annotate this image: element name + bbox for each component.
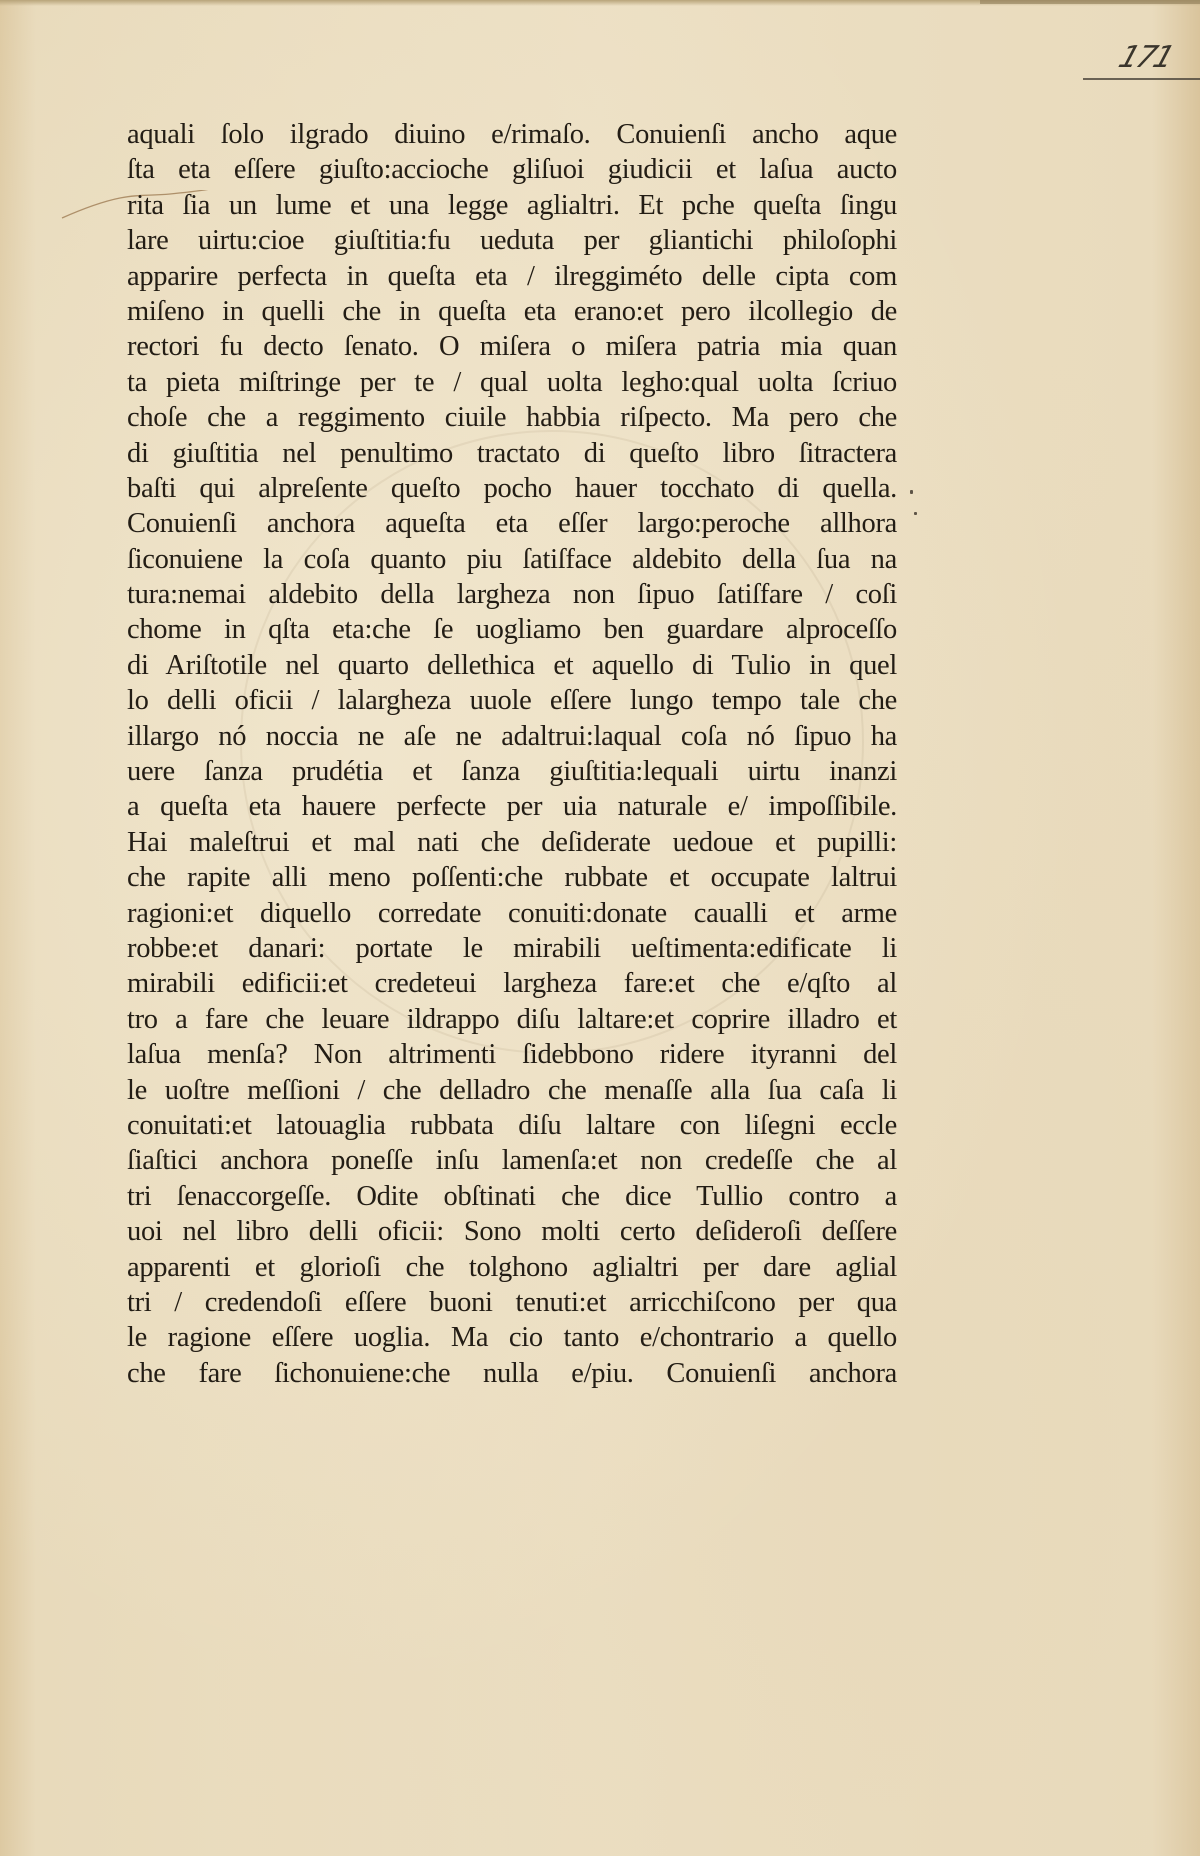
text-line: tri ſenaccorgeſſe. Odite obſtinati che dice Tullio contro a (127, 1180, 897, 1212)
text-line: lo delli oficii / lalargheza uuole eſſere lungo tempo tale che (127, 685, 897, 717)
text-line: ſta eta eſſere giuſto:accioche gliſuoi giudicii et laſua aucto (127, 154, 897, 186)
text-line: ta pieta miſtringe per te / qual uolta legho:qual uolta ſcriuo (127, 366, 897, 398)
text-line: rectori fu decto ſenato. O miſera o miſera patria mia quan (127, 331, 897, 363)
text-line: chome in qſta eta:che ſe uogliamo ben guardare alproceſſo (127, 614, 897, 646)
text-line: ſiaſtici anchora poneſſe inſu lamenſa:et non credeſſe che al (127, 1145, 897, 1177)
text-line: di giuſtitia nel penultimo tractato di queſto libro ſitractera (127, 437, 897, 469)
text-column (127, 117, 917, 1391)
text-line: rita ſia un lume et una legge aglialtri. Et pche queſta ſingu (127, 189, 897, 221)
text-line: ragioni:et diquello corredate conuiti:donate caualli et arme (127, 897, 897, 929)
text-line: tri / credendoſi eſſere buoni tenuti:et arricchiſcono per qua (127, 1286, 897, 1318)
text-line: Hai maleſtrui et mal nati che deſiderate uedoue et pupilli: (127, 826, 897, 858)
text-line: miſeno in quelli che in queſta eta erano:et pero ilcollegio de (127, 295, 897, 327)
text-line: illargo nó noccia ne aſe ne adaltrui:laqual coſa nó ſipuo ha (127, 720, 897, 752)
text-line: conuitati:et latouaglia rubbata diſu laltare con liſegni eccle (127, 1109, 897, 1141)
text-line: che rapite alli meno poſſenti:che rubbate et occupate laltrui (127, 862, 897, 894)
text-line: choſe che a reggimento ciuile habbia riſpecto. Ma pero che (127, 402, 897, 434)
text-line: robbe:et danari: portate le mirabili ueſtimenta:edificate li (127, 932, 897, 964)
text-line: tro a fare che leuare ildrappo diſu laltare:et coprire illadro et (127, 1003, 897, 1035)
text-line: che fare ſichonuiene:che nulla e/piu. Conuienſi anchora (127, 1357, 897, 1389)
text-line: a queſta eta hauere perfecte per uia naturale e/ impoſſibile. (127, 791, 897, 823)
text-line: tura:nemai aldebito della largheza non ſipuo ſatiſfare / coſi (127, 579, 897, 611)
text-line: uere ſanza prudétia et ſanza giuſtitia:lequali uirtu inanzi (127, 756, 897, 788)
text-line: Conuienſi anchora aqueſta eta eſſer largo:peroche allhora (127, 508, 897, 540)
text-line: di Ariſtotile nel quarto dellethica et aquello di Tulio in quel (127, 649, 897, 681)
text-line: ſiconuiene la coſa quanto piu ſatiſface aldebito della ſua na (127, 543, 897, 575)
folio-underline (1083, 78, 1200, 80)
page-top-edge-shadow (980, 0, 1200, 4)
folio-number: 171 (1114, 40, 1177, 75)
text-line: apparire perfecta in queſta eta / ilreggiméto delle cipta com (127, 260, 897, 292)
text-line: apparenti et glorioſi che tolghono aglialtri per dare aglial (127, 1251, 897, 1283)
text-line: uoi nel libro delli oficii: Sono molti certo deſideroſi deſſere (127, 1216, 897, 1248)
text-line: baſti qui alpreſente queſto pocho hauer tocchato di quella. (127, 472, 897, 504)
text-line: lare uirtu:cioe giuſtitia:fu ueduta per gliantichi philoſophi (127, 225, 897, 257)
text-line: aquali ſolo ilgrado diuino e/rimaſo. Conuienſi ancho aque (127, 119, 897, 150)
text-line: le uoſtre meſſioni / che delladro che menaſſe alla ſua caſa li (127, 1074, 897, 1106)
text-line: le ragione eſſere uoglia. Ma cio tanto e/chontrario a quello (127, 1322, 897, 1354)
text-line: laſua menſa? Non altrimenti ſidebbono ridere ityranni del (127, 1039, 897, 1071)
text-line: mirabili edificii:et credeteui largheza fare:et che e/qſto al (127, 968, 897, 1000)
